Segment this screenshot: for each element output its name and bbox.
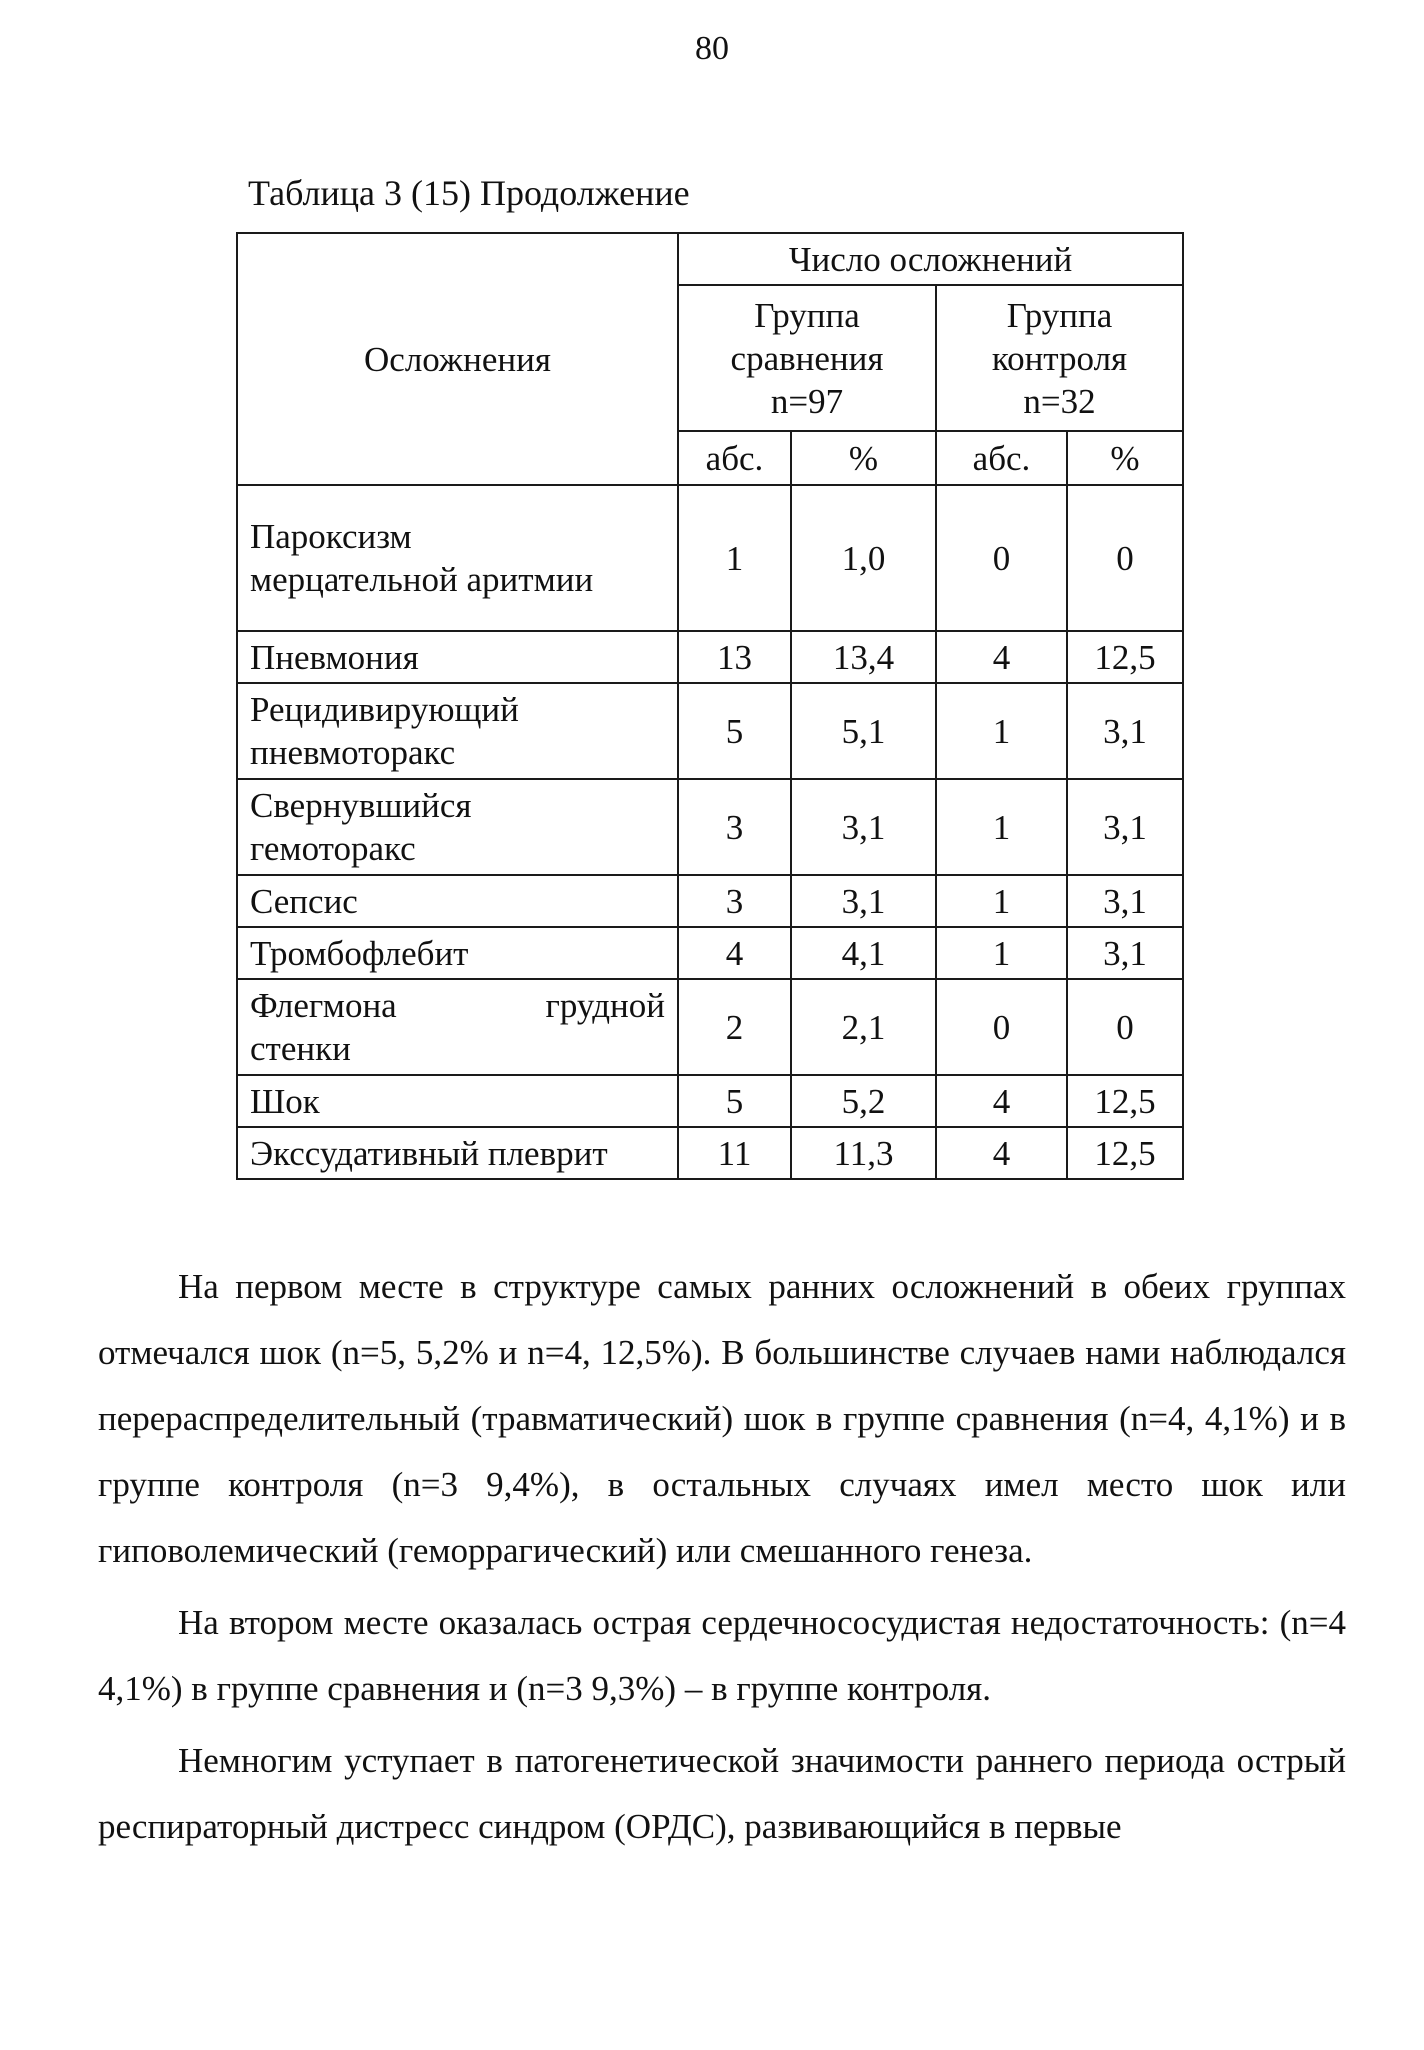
cell-abs-control: 4 (936, 631, 1067, 683)
cell-abs-control: 1 (936, 927, 1067, 979)
table-row (237, 1075, 1183, 1127)
table-row (237, 485, 1183, 631)
header-group-control (936, 285, 1183, 431)
cell-abs-control: 0 (936, 979, 1067, 1075)
row-label-word: грудной (545, 986, 665, 1025)
row-label-line: Пароксизм (250, 517, 412, 556)
cell-pct-control: 3,1 (1067, 927, 1183, 979)
row-label-line-justified (250, 984, 665, 1027)
cell-abs-control: 4 (936, 1075, 1067, 1127)
header-abs-control: абс. (936, 431, 1067, 485)
cell-pct-comparison: 1,0 (791, 485, 936, 631)
cell-pct-comparison: 13,4 (791, 631, 936, 683)
body-text (98, 1254, 1346, 1860)
cell-abs-comparison: 5 (678, 683, 791, 779)
cell-pct-control: 12,5 (1067, 1075, 1183, 1127)
cell-abs-comparison: 1 (678, 485, 791, 631)
cell-pct-control: 3,1 (1067, 683, 1183, 779)
header-pct-control: % (1067, 431, 1183, 485)
row-label (237, 779, 678, 875)
cell-abs-control: 0 (936, 485, 1067, 631)
header-group-control-line: контроля (991, 338, 1128, 378)
cell-pct-comparison: 11,3 (791, 1127, 936, 1179)
table-row (237, 1127, 1183, 1179)
paragraph: Немногим уступает в патогенетической значимости раннего периода острый респираторный дистресс синдром (ОРДС), развивающийся в первые (98, 1741, 1346, 1846)
row-label (237, 979, 678, 1075)
header-pct-comparison: % (791, 431, 936, 485)
paragraph: На первом месте в структуре самых ранних осложнений в обеих группах отмечался шок (n=5, 5,2% и n=4, 12,5%). В большинстве случаев нами наблюдался перераспределительный (травматический) шок в группе сравнения (n=4, 4,1%) и в группе контроля (n=3 9,4%), в остальных случаях имел место шок или гиповолемический (геморрагический) или смешанного генеза. (98, 1267, 1346, 1570)
table-caption: Таблица 3 (15) Продолжение (248, 173, 690, 213)
table-row (237, 779, 1183, 875)
header-complication-count: Число осложнений (678, 233, 1183, 285)
row-label-line: гемоторакс (250, 829, 416, 868)
table-row (237, 875, 1183, 927)
cell-abs-comparison: 2 (678, 979, 791, 1075)
cell-pct-control: 3,1 (1067, 875, 1183, 927)
complications-table (236, 232, 1184, 1180)
header-group-control-line: n=32 (1023, 381, 1096, 421)
cell-pct-control: 3,1 (1067, 779, 1183, 875)
cell-pct-comparison: 5,1 (791, 683, 936, 779)
row-label: Экссудативный плеврит (237, 1127, 678, 1179)
cell-pct-comparison: 3,1 (791, 779, 936, 875)
cell-pct-control: 12,5 (1067, 1127, 1183, 1179)
header-abs-comparison: абс. (678, 431, 791, 485)
header-group-comparison-line: Группа (754, 295, 860, 335)
row-label-line: Рецидивирующий (250, 690, 519, 729)
page-number: 80 (695, 30, 729, 67)
cell-abs-control: 4 (936, 1127, 1067, 1179)
row-label: Шок (237, 1075, 678, 1127)
paragraph: На втором месте оказалась острая сердечнососудистая недостаточность: (n=4 4,1%) в группе сравнения и (n=3 9,3%) – в группе контроля. (98, 1603, 1346, 1708)
header-group-comparison-line: сравнения (730, 338, 884, 378)
table-row (237, 631, 1183, 683)
cell-abs-comparison: 4 (678, 927, 791, 979)
header-group-comparison (678, 285, 936, 431)
cell-pct-comparison: 4,1 (791, 927, 936, 979)
cell-abs-control: 1 (936, 683, 1067, 779)
row-label: Тромбофлебит (237, 927, 678, 979)
cell-pct-comparison: 5,2 (791, 1075, 936, 1127)
row-label-line: мерцательной аритмии (250, 560, 594, 599)
cell-abs-comparison: 5 (678, 1075, 791, 1127)
row-label-line: стенки (250, 1029, 351, 1068)
cell-abs-comparison: 13 (678, 631, 791, 683)
row-label (237, 683, 678, 779)
cell-pct-control: 12,5 (1067, 631, 1183, 683)
header-complications: Осложнения (237, 233, 678, 485)
cell-abs-control: 1 (936, 875, 1067, 927)
row-label-line: Свернувшийся (250, 786, 472, 825)
cell-abs-control: 1 (936, 779, 1067, 875)
row-label-line: пневмоторакс (250, 733, 456, 772)
header-group-comparison-line: n=97 (770, 381, 844, 421)
cell-abs-comparison: 11 (678, 1127, 791, 1179)
cell-pct-comparison: 2,1 (791, 979, 936, 1075)
cell-pct-control: 0 (1067, 485, 1183, 631)
row-label: Пневмония (237, 631, 678, 683)
table-row (237, 927, 1183, 979)
header-group-control-line: Группа (1006, 295, 1113, 335)
table-row (237, 683, 1183, 779)
row-label: Сепсис (237, 875, 678, 927)
cell-pct-comparison: 3,1 (791, 875, 936, 927)
cell-pct-control: 0 (1067, 979, 1183, 1075)
cell-abs-comparison: 3 (678, 875, 791, 927)
cell-abs-comparison: 3 (678, 779, 791, 875)
row-label (237, 485, 678, 631)
row-label-word: Флегмона (250, 986, 397, 1025)
table-row (237, 979, 1183, 1075)
